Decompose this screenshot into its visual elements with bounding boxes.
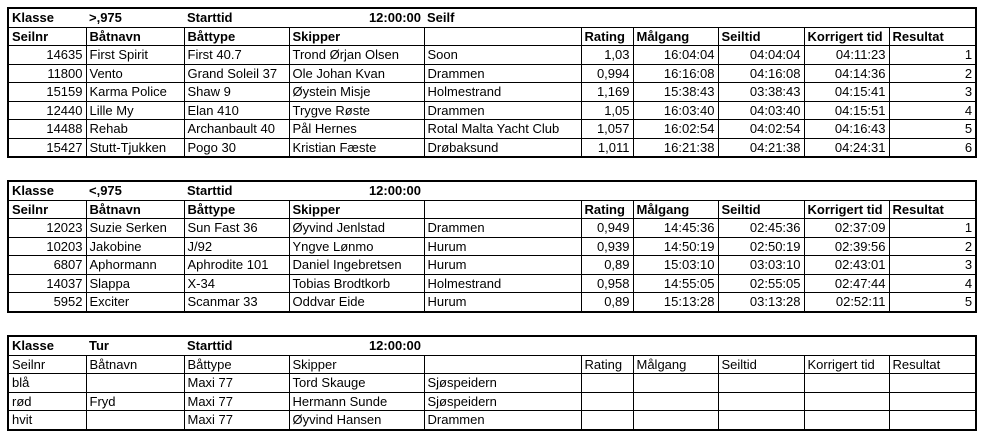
column-header-seilnr: Seilnr: [8, 355, 86, 374]
table-row: [8, 120, 976, 139]
table-cell: Drammen: [424, 219, 581, 238]
table-cell: Hermann Sunde: [289, 392, 424, 411]
table-cell: Tord Skauge: [289, 374, 424, 393]
table-cell: Aphormann: [86, 256, 184, 275]
table-cell: Hurum: [424, 293, 581, 312]
column-header-skipper: Skipper: [289, 27, 424, 46]
table-cell: Øystein Misje: [289, 83, 424, 102]
table-cell: [889, 392, 976, 411]
table-cell: [804, 374, 889, 393]
table-cell: 14488: [8, 120, 86, 139]
table-cell: 0,958: [581, 274, 633, 293]
table-row: [8, 138, 976, 157]
table-cell: Soon: [424, 46, 581, 65]
table-cell: Tobias Brodtkorb: [289, 274, 424, 293]
column-header-malgang: Målgang: [633, 200, 718, 219]
table-cell: 6: [889, 138, 976, 157]
table-cell: Pogo 30: [184, 138, 289, 157]
class-info-row: [8, 336, 976, 355]
table-row: [8, 219, 976, 238]
table-cell: Rotal Malta Yacht Club: [424, 120, 581, 139]
column-header-skipper: Skipper: [289, 200, 424, 219]
table-cell: Aphrodite 101: [184, 256, 289, 275]
table-cell: J/92: [184, 237, 289, 256]
table-row: [8, 411, 976, 430]
table-cell: 0,994: [581, 64, 633, 83]
column-header-row: [8, 27, 976, 46]
table-cell: 0,89: [581, 293, 633, 312]
table-row: [8, 101, 976, 120]
column-header-resultat: Resultat: [889, 355, 976, 374]
table-cell: 5: [889, 293, 976, 312]
column-header-resultat: Resultat: [889, 200, 976, 219]
table-cell: 04:24:31: [804, 138, 889, 157]
table-cell: 3: [889, 256, 976, 275]
table-cell: [86, 411, 184, 430]
table-row: [8, 237, 976, 256]
column-header-batnavn: Båtnavn: [86, 27, 184, 46]
table-cell: 1,057: [581, 120, 633, 139]
table-cell: Holmestrand: [424, 83, 581, 102]
table-cell: 15:13:28: [633, 293, 718, 312]
table-cell: 02:43:01: [804, 256, 889, 275]
table-cell: 4: [889, 274, 976, 293]
table-cell: Sjøspeidern: [424, 392, 581, 411]
table-cell: 16:02:54: [633, 120, 718, 139]
table-cell: Fryd: [86, 392, 184, 411]
table-cell: 15427: [8, 138, 86, 157]
table-cell: 04:16:08: [718, 64, 804, 83]
column-header-rating: Rating: [581, 355, 633, 374]
table-cell: [889, 411, 976, 430]
table-cell: Slappa: [86, 274, 184, 293]
table-cell: 6807: [8, 256, 86, 275]
column-header-korrigert-tid: Korrigert tid: [804, 355, 889, 374]
table-cell: Shaw 9: [184, 83, 289, 102]
table-cell: 02:50:19: [718, 237, 804, 256]
table-cell: Elan 410: [184, 101, 289, 120]
table-cell: 15:38:43: [633, 83, 718, 102]
table-cell: 04:16:43: [804, 120, 889, 139]
starttid-value: 12:00:00: [289, 181, 424, 200]
table-cell: 12440: [8, 101, 86, 120]
table-cell: Sjøspeidern: [424, 374, 581, 393]
table-cell: [633, 392, 718, 411]
table-row: [8, 83, 976, 102]
starttid-value: 12:00:00: [289, 8, 424, 27]
table-cell: 16:03:40: [633, 101, 718, 120]
table-cell: [804, 392, 889, 411]
table-cell: 04:04:04: [718, 46, 804, 65]
column-header-row: [8, 355, 976, 374]
table-cell: 3: [889, 83, 976, 102]
table-cell: [718, 392, 804, 411]
klasse-label: Klasse: [8, 8, 86, 27]
table-cell: Scanmar 33: [184, 293, 289, 312]
table-cell: 14037: [8, 274, 86, 293]
table-cell: 1,03: [581, 46, 633, 65]
table-cell: Karma Police: [86, 83, 184, 102]
klasse-value: Tur: [86, 336, 184, 355]
table-cell: Maxi 77: [184, 374, 289, 393]
table-cell: 0,949: [581, 219, 633, 238]
table-cell: X-34: [184, 274, 289, 293]
table-cell: 16:16:08: [633, 64, 718, 83]
table-cell: Holmestrand: [424, 274, 581, 293]
table-cell: Vento: [86, 64, 184, 83]
klasse-value: >,975: [86, 8, 184, 27]
table-cell: Exciter: [86, 293, 184, 312]
table-cell: Sun Fast 36: [184, 219, 289, 238]
table-row: [8, 64, 976, 83]
table-row: [8, 46, 976, 65]
klasse-note: Seilf: [424, 8, 581, 27]
table-cell: 1,011: [581, 138, 633, 157]
table-cell: Maxi 77: [184, 392, 289, 411]
table-cell: [581, 392, 633, 411]
table-cell: Trygve Røste: [289, 101, 424, 120]
table-cell: 14:50:19: [633, 237, 718, 256]
table-cell: 11800: [8, 64, 86, 83]
table-cell: First Spirit: [86, 46, 184, 65]
table-cell: Archanbault 40: [184, 120, 289, 139]
column-header-club: [424, 27, 581, 46]
results-table-class-gt975: [7, 7, 977, 158]
table-cell: Øyvind Hansen: [289, 411, 424, 430]
table-cell: 04:21:38: [718, 138, 804, 157]
column-header-seiltid: Seiltid: [718, 200, 804, 219]
column-header-batnavn: Båtnavn: [86, 200, 184, 219]
column-header-battype: Båttype: [184, 200, 289, 219]
results-table-class-tur: [7, 335, 977, 431]
column-header-battype: Båttype: [184, 27, 289, 46]
table-row: [8, 374, 976, 393]
table-cell: 04:14:36: [804, 64, 889, 83]
table-cell: 16:04:04: [633, 46, 718, 65]
table-cell: Drammen: [424, 64, 581, 83]
table-cell: Pål Hernes: [289, 120, 424, 139]
results-table-class-lt975: [7, 180, 977, 313]
table-cell: 03:38:43: [718, 83, 804, 102]
starttid-label: Starttid: [184, 8, 289, 27]
table-cell: Yngve Lønmo: [289, 237, 424, 256]
table-cell: 5952: [8, 293, 86, 312]
table-cell: 02:45:36: [718, 219, 804, 238]
table-cell: 02:37:09: [804, 219, 889, 238]
table-cell: Trond Ørjan Olsen: [289, 46, 424, 65]
table-cell: 2: [889, 237, 976, 256]
column-header-seiltid: Seiltid: [718, 355, 804, 374]
table-cell: First 40.7: [184, 46, 289, 65]
table-cell: Øyvind Jenlstad: [289, 219, 424, 238]
table-cell: hvit: [8, 411, 86, 430]
column-header-club: [424, 200, 581, 219]
table-cell: [581, 374, 633, 393]
table-cell: Hurum: [424, 256, 581, 275]
starttid-label: Starttid: [184, 181, 289, 200]
table-cell: Lille My: [86, 101, 184, 120]
table-cell: rød: [8, 392, 86, 411]
table-cell: Suzie Serken: [86, 219, 184, 238]
table-cell: 04:02:54: [718, 120, 804, 139]
table-cell: blå: [8, 374, 86, 393]
table-cell: 04:11:23: [804, 46, 889, 65]
table-cell: Daniel Ingebretsen: [289, 256, 424, 275]
table-cell: 1: [889, 219, 976, 238]
starttid-value: 12:00:00: [289, 336, 424, 355]
table-cell: [804, 411, 889, 430]
table-cell: 15:03:10: [633, 256, 718, 275]
table-cell: 14:55:05: [633, 274, 718, 293]
column-header-club: [424, 355, 581, 374]
table-cell: 15159: [8, 83, 86, 102]
table-cell: 12023: [8, 219, 86, 238]
table-cell: Ole Johan Kvan: [289, 64, 424, 83]
table-cell: Grand Soleil 37: [184, 64, 289, 83]
table-cell: Maxi 77: [184, 411, 289, 430]
column-header-rating: Rating: [581, 200, 633, 219]
table-cell: Drøbaksund: [424, 138, 581, 157]
table-row: [8, 392, 976, 411]
table-cell: 02:55:05: [718, 274, 804, 293]
table-cell: 02:39:56: [804, 237, 889, 256]
table-row: [8, 293, 976, 312]
table-cell: Rehab: [86, 120, 184, 139]
class-info-row: [8, 8, 976, 27]
table-cell: 2: [889, 64, 976, 83]
table-cell: 4: [889, 101, 976, 120]
class-info-row: [8, 181, 976, 200]
table-cell: [581, 411, 633, 430]
column-header-resultat: Resultat: [889, 27, 976, 46]
table-cell: 03:03:10: [718, 256, 804, 275]
table-cell: 04:15:51: [804, 101, 889, 120]
table-cell: 04:15:41: [804, 83, 889, 102]
table-cell: 16:21:38: [633, 138, 718, 157]
column-header-korrigert-tid: Korrigert tid: [804, 200, 889, 219]
table-cell: [718, 411, 804, 430]
table-cell: Drammen: [424, 411, 581, 430]
column-header-seilnr: Seilnr: [8, 27, 86, 46]
table-cell: [86, 374, 184, 393]
table-cell: [718, 374, 804, 393]
klasse-row-filler: [581, 181, 976, 200]
column-header-skipper: Skipper: [289, 355, 424, 374]
column-header-seiltid: Seiltid: [718, 27, 804, 46]
klasse-note: [424, 181, 581, 200]
klasse-label: Klasse: [8, 181, 86, 200]
table-cell: 14635: [8, 46, 86, 65]
column-header-malgang: Målgang: [633, 355, 718, 374]
column-header-batnavn: Båtnavn: [86, 355, 184, 374]
column-header-malgang: Målgang: [633, 27, 718, 46]
table-cell: 1,169: [581, 83, 633, 102]
table-cell: [633, 374, 718, 393]
table-cell: 03:13:28: [718, 293, 804, 312]
table-cell: Hurum: [424, 237, 581, 256]
table-cell: 14:45:36: [633, 219, 718, 238]
table-cell: 0,89: [581, 256, 633, 275]
column-header-seilnr: Seilnr: [8, 200, 86, 219]
column-header-korrigert-tid: Korrigert tid: [804, 27, 889, 46]
klasse-row-filler: [581, 336, 976, 355]
table-cell: 02:47:44: [804, 274, 889, 293]
table-cell: [633, 411, 718, 430]
column-header-rating: Rating: [581, 27, 633, 46]
klasse-row-filler: [581, 8, 976, 27]
table-row: [8, 274, 976, 293]
table-cell: Jakobine: [86, 237, 184, 256]
starttid-label: Starttid: [184, 336, 289, 355]
table-cell: 0,939: [581, 237, 633, 256]
table-cell: Drammen: [424, 101, 581, 120]
table-cell: [889, 374, 976, 393]
table-cell: 10203: [8, 237, 86, 256]
table-cell: 1,05: [581, 101, 633, 120]
table-cell: Stutt-Tjukken: [86, 138, 184, 157]
column-header-battype: Båttype: [184, 355, 289, 374]
table-cell: Kristian Fæste: [289, 138, 424, 157]
table-cell: 04:03:40: [718, 101, 804, 120]
klasse-note: [424, 336, 581, 355]
table-cell: 1: [889, 46, 976, 65]
klasse-label: Klasse: [8, 336, 86, 355]
klasse-value: <,975: [86, 181, 184, 200]
table-row: [8, 256, 976, 275]
table-cell: 02:52:11: [804, 293, 889, 312]
table-cell: 5: [889, 120, 976, 139]
column-header-row: [8, 200, 976, 219]
table-cell: Oddvar Eide: [289, 293, 424, 312]
